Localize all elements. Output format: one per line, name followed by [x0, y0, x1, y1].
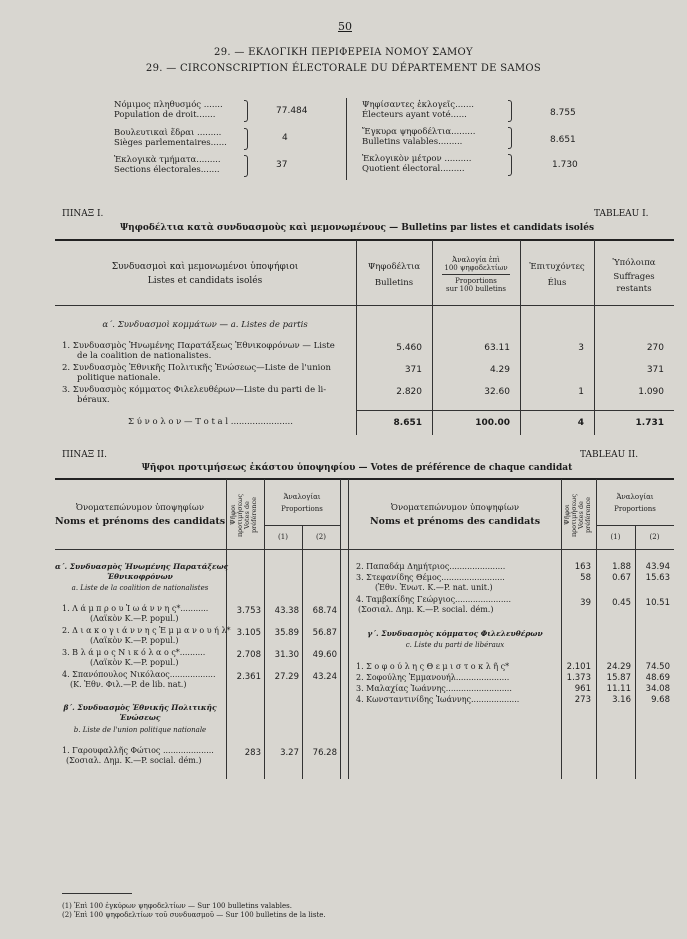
- candidate-p1: 11.11: [606, 684, 631, 694]
- table2-group-a-fr: a. Liste de la coalition de nationalistes: [71, 584, 209, 592]
- summary-left-gr-0: Νόμιμος πληθυσμός .......: [114, 100, 223, 110]
- table2-group-c-gr: γ΄. Συνδυασμὸς κόμματος Φιλελευθέρων: [367, 629, 543, 638]
- table1-total-elus: 4: [577, 418, 584, 428]
- candidate-votes: 3.105: [236, 628, 261, 638]
- table1-row-line2: de la coalition de nationalistes.: [77, 351, 212, 361]
- heading-french: 29. — CIRCONSCRIPTION ÉLECTORALE DU DÉPARTEMENT DE SAMOS: [145, 63, 542, 74]
- table1-row-bulletins: 5.460: [396, 343, 422, 353]
- candidate-p1: 35.89: [274, 628, 299, 638]
- table2-right-col-name-fr: Noms et prénoms des candidats: [369, 516, 541, 527]
- summary-left-gr-1: Βουλευτικαὶ ἕδραι .........: [114, 128, 222, 138]
- summary-left-value-2: 37: [276, 160, 288, 170]
- table1-col-rest-fr1: Suffrages: [613, 272, 655, 282]
- candidate-name: 3. Β λ ά μ ο ς Ν ι κ ό λ α ο ς*..........: [62, 648, 206, 657]
- table2-label-fr: TABLEAU II.: [580, 450, 639, 460]
- table2-left-col-p2: (2): [316, 533, 326, 541]
- table2-right-col-p1: (1): [610, 533, 621, 541]
- table1-row-bulletins: 371: [404, 365, 422, 375]
- candidate-votes: 1.373: [566, 673, 591, 683]
- candidate-name: 1. Λ ά μ π ρ ο υ Ἰ ω ά ν ν η ς*...........: [62, 604, 209, 613]
- summary-right-value-2: 1.730: [552, 160, 578, 170]
- table1-row-line2: politique nationale.: [77, 373, 161, 383]
- candidate-p1: 3.27: [280, 748, 299, 758]
- candidate-p2: 43.94: [645, 562, 670, 572]
- table1-col-prop-fr2: sur 100 bulletins: [445, 285, 507, 293]
- candidate-p2: 68.74: [312, 606, 337, 616]
- candidate-p1: 3.16: [612, 695, 631, 705]
- candidate-p2: 74.50: [645, 662, 670, 672]
- candidate-p2: 43.24: [312, 672, 337, 682]
- candidate-p2: 49.60: [312, 650, 337, 660]
- candidate-votes: 961: [574, 684, 591, 694]
- table2-left-col-name-fr: Noms et prénoms des candidats: [55, 516, 226, 527]
- table1-col-prop-gr2: 100 ψηφοδελτίων: [444, 264, 508, 272]
- table2-right-col-p2: (2): [649, 533, 660, 541]
- table1-col-elus-fr: Élus: [547, 278, 567, 288]
- summary-right-gr-1: Ἔγκυρα ψηφοδέλτια.........: [362, 127, 476, 137]
- candidate-p2: 15.63: [645, 573, 670, 583]
- table1-row-line1: 3. Συνδυασμὸς κόμματος Φιλελευθέρων—Liste du parti de li-: [62, 385, 327, 395]
- summary-right-value-0: 8.755: [550, 108, 576, 118]
- table2-right-col-votes: Ψῆφοι προτιμήσεως Votes de préférence: [563, 493, 592, 537]
- table1-total-bulletins: 8.651: [393, 418, 422, 428]
- candidate-name: 1. Γαρουφαλλῆς Φώτιος ....................: [62, 746, 214, 755]
- candidate-votes: 163: [574, 562, 591, 572]
- table2-group-c-fr: c. Liste du parti de libéraux: [405, 641, 505, 649]
- table1-row-rest: 270: [646, 343, 664, 353]
- candidate-party: (Λαϊκὸν Κ.—P. popul.): [90, 658, 179, 667]
- table1-total-prop: 100.00: [475, 418, 510, 428]
- candidate-votes: 2.361: [236, 672, 261, 682]
- summary-right-gr-2: Ἐκλογικὸν μέτρον ..........: [362, 154, 472, 164]
- candidate-p2: 10.51: [645, 598, 670, 608]
- candidate-name: 3. Μαλαχίας Ἰωάννης..........................: [356, 684, 512, 693]
- candidate-name: 4. Ταμβακίδης Γεώργιος......................: [356, 595, 511, 604]
- table1-row-line2: béraux.: [77, 395, 110, 405]
- table2-title: Ψῆφοι προτιμήσεως ἑκάστου ὑποψηφίου — Votes de préférence de chaque candidat: [141, 463, 573, 473]
- table1-row-elus: 1: [578, 387, 584, 397]
- table1-total-rest: 1.731: [635, 418, 664, 428]
- table2-label-gr: ΠΙΝΑΞ ΙΙ.: [62, 450, 107, 460]
- table1-col-bulletins-gr: Ψηφοδέλτια: [367, 262, 421, 272]
- table1-col-prop-gr1: Ἀναλογία ἐπὶ: [452, 256, 500, 264]
- candidate-p2: 48.69: [645, 673, 670, 683]
- table2-group-b-fr: b. Liste de l'union politique nationale: [73, 726, 207, 734]
- candidate-name: 2. Δ ι α κ ο γ ι ά ν ν η ς Ἐ μ μ α ν ο υ ή λ*: [62, 626, 231, 635]
- candidate-votes: 2.708: [236, 650, 261, 660]
- candidate-name: 3. Στεφανίδης Θέμος.........................: [356, 573, 505, 582]
- candidate-p2: 56.87: [312, 628, 337, 638]
- table1-row-line1: 1. Συνδυασμὸς Ἡνωμένης Παρατάξεως Ἐθνικοφρόνων — Liste: [62, 341, 335, 351]
- summary-left-gr-2: Ἐκλογικὰ τμήματα.........: [114, 155, 221, 165]
- table1-col-prop-fr1: Proportions: [455, 277, 497, 285]
- table1-col-rest-gr: Ὑπόλοιπα: [612, 258, 656, 268]
- candidate-party: (Σοσιαλ. Δημ. Κ.—P. social. dém.): [358, 605, 494, 614]
- table1-row-rest: 371: [646, 365, 664, 375]
- table1-col-bulletins-fr: Bulletins: [374, 278, 414, 288]
- candidate-p2: 9.68: [651, 695, 670, 705]
- candidate-p1: 27.29: [274, 672, 299, 682]
- candidate-p1: 1.88: [612, 562, 631, 572]
- table1-label-gr: ΠΙΝΑΞ Ι.: [62, 209, 104, 219]
- footnote-1: (1) Ἐπὶ 100 ἐγκύρων ψηφοδελτίων — Sur 100 bulletins valables.: [62, 902, 292, 910]
- summary-right-fr-0: Électeurs ayant voté......: [362, 110, 467, 120]
- table1-row-rest: 1.090: [638, 387, 664, 397]
- summary-right-value-1: 8.651: [550, 135, 576, 145]
- candidate-party: (Λαϊκὸν Κ.—P. popul.): [90, 636, 179, 645]
- candidate-p1: 0.45: [612, 598, 631, 608]
- footnote-2: (2) Ἐπὶ 100 ψηφοδελτίων τοῦ συνδυασμοῦ — Sur 100 bulletins de la liste.: [62, 911, 326, 919]
- candidate-name: 4. Κωνσταντινίδης Ἰωάννης...................: [356, 695, 520, 704]
- summary-right-fr-2: Quotient électoral.........: [362, 164, 465, 174]
- candidate-party: (Σοσιαλ. Δημ. Κ.—P. social. dém.): [66, 756, 202, 765]
- summary-left-fr-0: Population de droit.......: [114, 110, 216, 120]
- candidate-name: 4. Σπανόπουλος Νικόλαος..................: [62, 670, 216, 679]
- candidate-votes: 39: [580, 598, 591, 608]
- candidate-p2: 34.08: [645, 684, 670, 694]
- table2-left-col-name-gr: Ὀνοματεπώνυμον ὑποψηφίων: [76, 503, 204, 513]
- table1-col-main-gr: Συνδυασμοὶ καὶ μεμονωμένοι ὑποψήφιοι: [111, 262, 299, 272]
- candidate-party: (Ἐθν. Ἑνωτ. Κ.—P. nat. unit.): [375, 583, 493, 592]
- table1-row-bulletins: 2.820: [396, 387, 422, 397]
- summary-left-value-0: 77.484: [276, 106, 308, 116]
- candidate-p1: 0.67: [612, 573, 631, 583]
- summary-right-fr-1: Bulletins valables.........: [362, 137, 463, 147]
- table2-right-col-prop-gr: Ἀναλογίαι: [616, 493, 654, 501]
- page-number: 50: [338, 20, 352, 33]
- table2-left-col-votes: Ψῆφοι προτιμήσεως Votes de préférence: [229, 493, 258, 537]
- table1-col-rest-fr2: restants: [616, 284, 652, 294]
- candidate-votes: 2.101: [566, 662, 591, 672]
- table2-left-col-p1: (1): [278, 533, 288, 541]
- table2-left-col-prop-gr: Ἀναλογίαι: [283, 493, 321, 501]
- table1-row-prop: 32.60: [484, 387, 510, 397]
- table2-group-b-gr2: Ἑνώσεως: [119, 713, 161, 722]
- summary-left-fr-2: Sections électorales.......: [114, 165, 220, 175]
- candidate-party: (Κ. Ἐθν. Φιλ.—P. de lib. nat.): [70, 680, 187, 689]
- table1-row-prop: 4.29: [489, 365, 510, 375]
- summary-left-value-1: 4: [282, 133, 288, 143]
- candidate-name: 2. Σοφούλης Ἐμμανουήλ.....................: [356, 673, 510, 682]
- candidate-p2: 76.28: [312, 748, 337, 758]
- table1-total-label: Σ ύ ν ο λ ο ν — T o t a l .......................: [128, 417, 293, 427]
- table2-group-a-gr1: α΄. Συνδυασμὸς Ἡνωμένης Παρατάξεως: [55, 562, 229, 571]
- table1-section: α΄. Συνδυασμοὶ κομμάτων — a. Listes de partis: [102, 320, 308, 330]
- table1-label-fr: TABLEAU I.: [594, 209, 649, 219]
- candidate-p1: 24.29: [606, 662, 631, 672]
- table2-left-col-prop-fr: Proportions: [281, 505, 323, 513]
- table1-col-main-fr: Listes et candidats isolés: [147, 276, 263, 286]
- table1-col-elus-gr: Ἐπιτυχόντες: [529, 262, 585, 272]
- table1-row-elus: 3: [578, 343, 584, 353]
- summary-right-gr-0: Ψηφίσαντες ἐκλογεῖς.......: [362, 100, 474, 110]
- table2-right-col-name-gr: Ὀνοματεπώνυμον ὑποψηφίων: [391, 503, 519, 513]
- candidate-votes: 3.753: [236, 606, 261, 616]
- heading-greek: 29. — ΕΚΛΟΓΙΚΗ ΠΕΡΙΦΕΡΕΙΑ ΝΟΜΟΥ ΣΑΜΟΥ: [214, 47, 473, 58]
- table2-group-b-gr1: β΄. Συνδυασμὸς Ἐθνικῆς Πολιτικῆς: [63, 703, 217, 712]
- candidate-p1: 31.30: [274, 650, 299, 660]
- candidate-p1: 15.87: [606, 673, 631, 683]
- candidate-party: (Λαϊκὸν Κ.—P. popul.): [90, 614, 179, 623]
- table1-row-line1: 2. Συνδυασμὸς Ἐθνικῆς Πολιτικῆς Ἑνώσεως—Liste de l'union: [62, 363, 331, 373]
- candidate-votes: 58: [580, 573, 591, 583]
- candidate-name: 2. Παπαδάμ Δημήτριος......................: [356, 562, 506, 571]
- table2-group-a-gr2: Ἐθνικοφρόνων: [107, 572, 173, 581]
- candidate-p1: 43.38: [274, 606, 299, 616]
- table2-right-col-prop-fr: Proportions: [614, 505, 656, 513]
- summary-left-fr-1: Sièges parlementaires......: [114, 138, 227, 148]
- table1-row-prop: 63.11: [484, 343, 510, 353]
- candidate-name: 1. Σ ο φ ο ύ λ η ς Θ ε μ ι σ τ ο κ λ ῆ ς*: [356, 662, 510, 671]
- candidate-votes: 283: [244, 748, 261, 758]
- table1-title: Ψηφοδέλτια κατὰ συνδυασμοὺς καὶ μεμονωμένους — Bulletins par listes et candidats isolés: [119, 223, 595, 233]
- candidate-votes: 273: [574, 695, 591, 705]
